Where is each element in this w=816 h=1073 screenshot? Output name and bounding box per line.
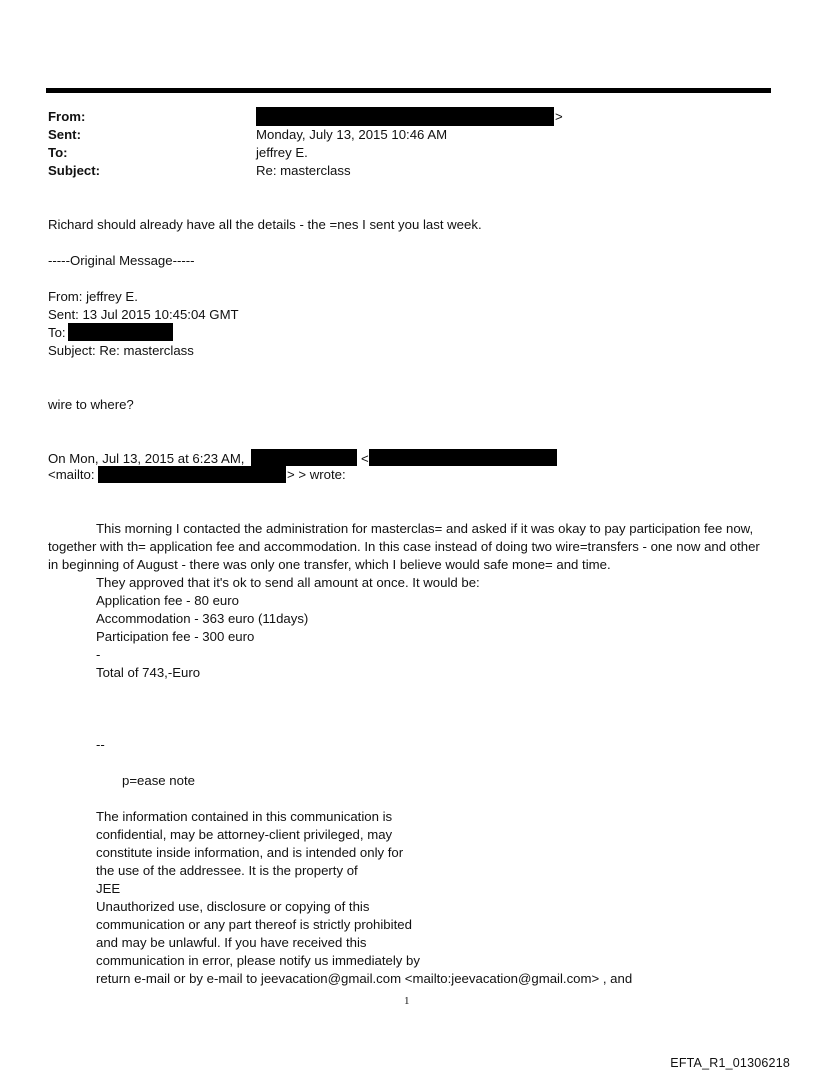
from-label: From: <box>48 109 86 124</box>
disclaimer-line: the use of the addressee. It is the property of <box>96 863 358 878</box>
orig-sent: Sent: 13 Jul 2015 10:45:04 GMT <box>48 307 239 322</box>
signature-dashes: -- <box>96 737 105 752</box>
from-redaction <box>256 107 554 126</box>
body-paragraph <box>48 520 768 574</box>
to-label: To: <box>48 145 68 160</box>
subject-value: Re: masterclass <box>256 163 351 178</box>
disclaimer-line: confidential, may be attorney-client privileged, may <box>96 827 393 842</box>
mailto-redaction <box>98 466 286 483</box>
fee-dash: - <box>96 647 101 662</box>
fee-participation: Participation fee - 300 euro <box>96 629 255 644</box>
wrote-suffix: > > wrote: <box>287 467 346 482</box>
page-number: 1 <box>404 995 410 1007</box>
paragraph-text: This morning I contacted the administration for masterclas= and asked if it was okay to pay participation fee now, together with th= application fee and accommodation. In this case instead of doing two wire=transfers - one now and other in beginning of August - there was only one transfer, which I believe would safe mone= and time. <box>48 521 760 572</box>
sender-name-redaction <box>251 449 357 466</box>
bates-number: EFTA_R1_01306218 <box>670 1056 790 1070</box>
disclaimer-line: return e-mail or by e-mail to jeevacation@gmail.com <mailto:jeevacation@gmail.com> , and <box>96 971 633 986</box>
disclaimer-line: JEE <box>96 881 121 896</box>
orig-from: From: jeffrey E. <box>48 289 138 304</box>
disclaimer-line: The information contained in this communication is <box>96 809 393 824</box>
sent-label: Sent: <box>48 127 81 142</box>
sent-value: Monday, July 13, 2015 10:46 AM <box>256 127 448 142</box>
sender-email-redaction <box>369 449 557 466</box>
disclaimer-line: constitute inside information, and is intended only for <box>96 845 404 860</box>
header-rule <box>46 88 771 93</box>
fee-accommodation: Accommodation - 363 euro (11days) <box>96 611 309 626</box>
orig-to-redaction <box>68 323 173 341</box>
orig-subject: Subject: Re: masterclass <box>48 343 194 358</box>
to-value: jeffrey E. <box>256 145 308 160</box>
reply-line: Richard should already have all the details - the =nes I sent you last week. <box>48 217 482 232</box>
subject-label: Subject: <box>48 163 101 178</box>
mailto-prefix: <mailto: <box>48 467 95 482</box>
disclaimer-line: and may be unlawful. If you have received this <box>96 935 367 950</box>
on-line-lt: < <box>361 451 369 466</box>
please-note: p=ease note <box>122 773 195 788</box>
disclaimer-line: communication in error, please notify us immediately by <box>96 953 420 968</box>
question-line: wire to where? <box>48 397 134 412</box>
fee-total: Total of 743,-Euro <box>96 665 201 680</box>
fee-application: Application fee - 80 euro <box>96 593 239 608</box>
on-line-prefix: On Mon, Jul 13, 2015 at 6:23 AM, <box>48 451 245 466</box>
from-suffix: > <box>555 109 563 124</box>
original-separator: -----Original Message----- <box>48 253 195 268</box>
disclaimer-line: Unauthorized use, disclosure or copying of this <box>96 899 370 914</box>
orig-to-label: To: <box>48 325 66 340</box>
approved-line: They approved that it's ok to send all amount at once. It would be: <box>96 575 480 590</box>
disclaimer-line: communication or any part thereof is strictly prohibited <box>96 917 412 932</box>
